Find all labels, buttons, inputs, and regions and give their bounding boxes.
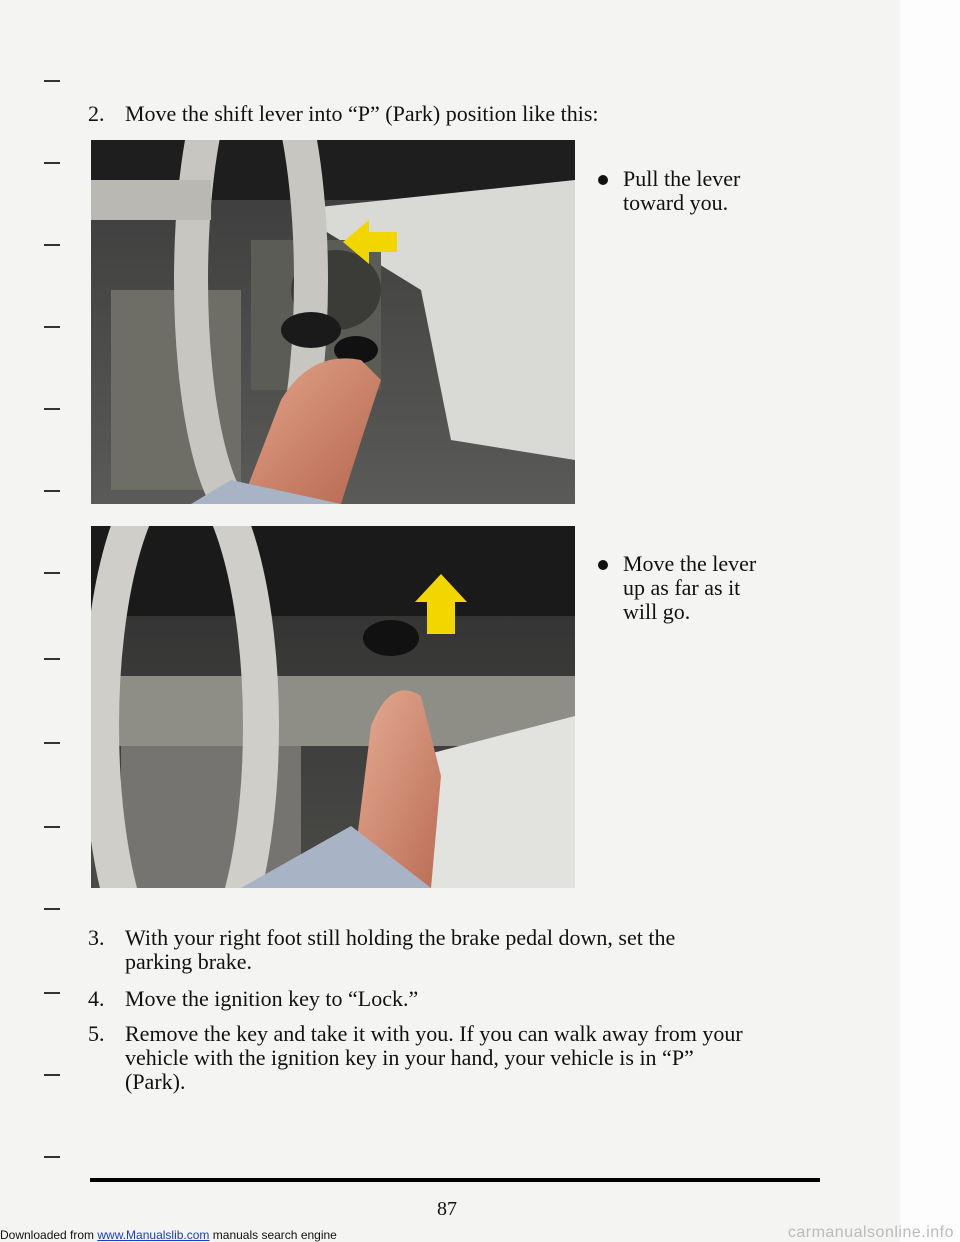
margin-tick xyxy=(44,658,60,660)
margin-tick xyxy=(44,742,60,744)
watermark: carmanualsonline.info xyxy=(787,1224,954,1241)
bullet-line: Move the lever xyxy=(623,551,757,576)
margin-tick xyxy=(44,992,60,994)
bullet-line: up as far as it xyxy=(623,575,741,600)
bullet-line: toward you. xyxy=(623,190,729,215)
step-number: 5. xyxy=(88,1021,105,1046)
step-text: With your right foot still holding the brake pedal down, set the xyxy=(125,925,676,950)
manualslib-link[interactable]: www.Manualslib.com xyxy=(97,1228,210,1242)
bullet-line: Pull the lever xyxy=(623,166,741,191)
margin-tick xyxy=(44,1074,60,1076)
step-text: vehicle with the ignition key in your hand, your vehicle is in “P” xyxy=(125,1045,694,1070)
download-footer xyxy=(0,1228,337,1242)
step-text: parking brake. xyxy=(125,949,253,974)
margin-tick xyxy=(44,244,60,246)
step-text: (Park). xyxy=(125,1069,186,1094)
margin-tick xyxy=(44,908,60,910)
margin-tick xyxy=(44,408,60,410)
margin-tick xyxy=(44,490,60,492)
bullet-dot xyxy=(598,175,608,185)
margin-tick xyxy=(44,80,60,82)
page-number: 87 xyxy=(437,1198,457,1220)
margin-tick xyxy=(44,572,60,574)
step-text: Move the ignition key to “Lock.” xyxy=(125,986,419,1011)
step-number: 4. xyxy=(88,986,105,1011)
margin-tick xyxy=(44,826,60,828)
step-text: Remove the key and take it with you. If you can walk away from your xyxy=(125,1021,743,1046)
step-text: Move the shift lever into “P” (Park) position like this: xyxy=(125,101,599,126)
page-edge xyxy=(900,0,960,1242)
photo-lever-up xyxy=(91,526,575,888)
footer-rule xyxy=(90,1178,820,1182)
footer-suffix: manuals search engine xyxy=(209,1228,337,1242)
margin-tick xyxy=(44,326,60,328)
photo-pull-lever xyxy=(91,140,575,504)
step-number: 2. xyxy=(88,101,105,126)
step-number: 3. xyxy=(88,925,105,950)
bullet-line: will go. xyxy=(623,599,691,624)
footer-prefix: Downloaded from xyxy=(0,1228,98,1242)
margin-tick xyxy=(44,1156,60,1158)
bullet-dot xyxy=(598,560,608,570)
margin-tick xyxy=(44,162,60,164)
